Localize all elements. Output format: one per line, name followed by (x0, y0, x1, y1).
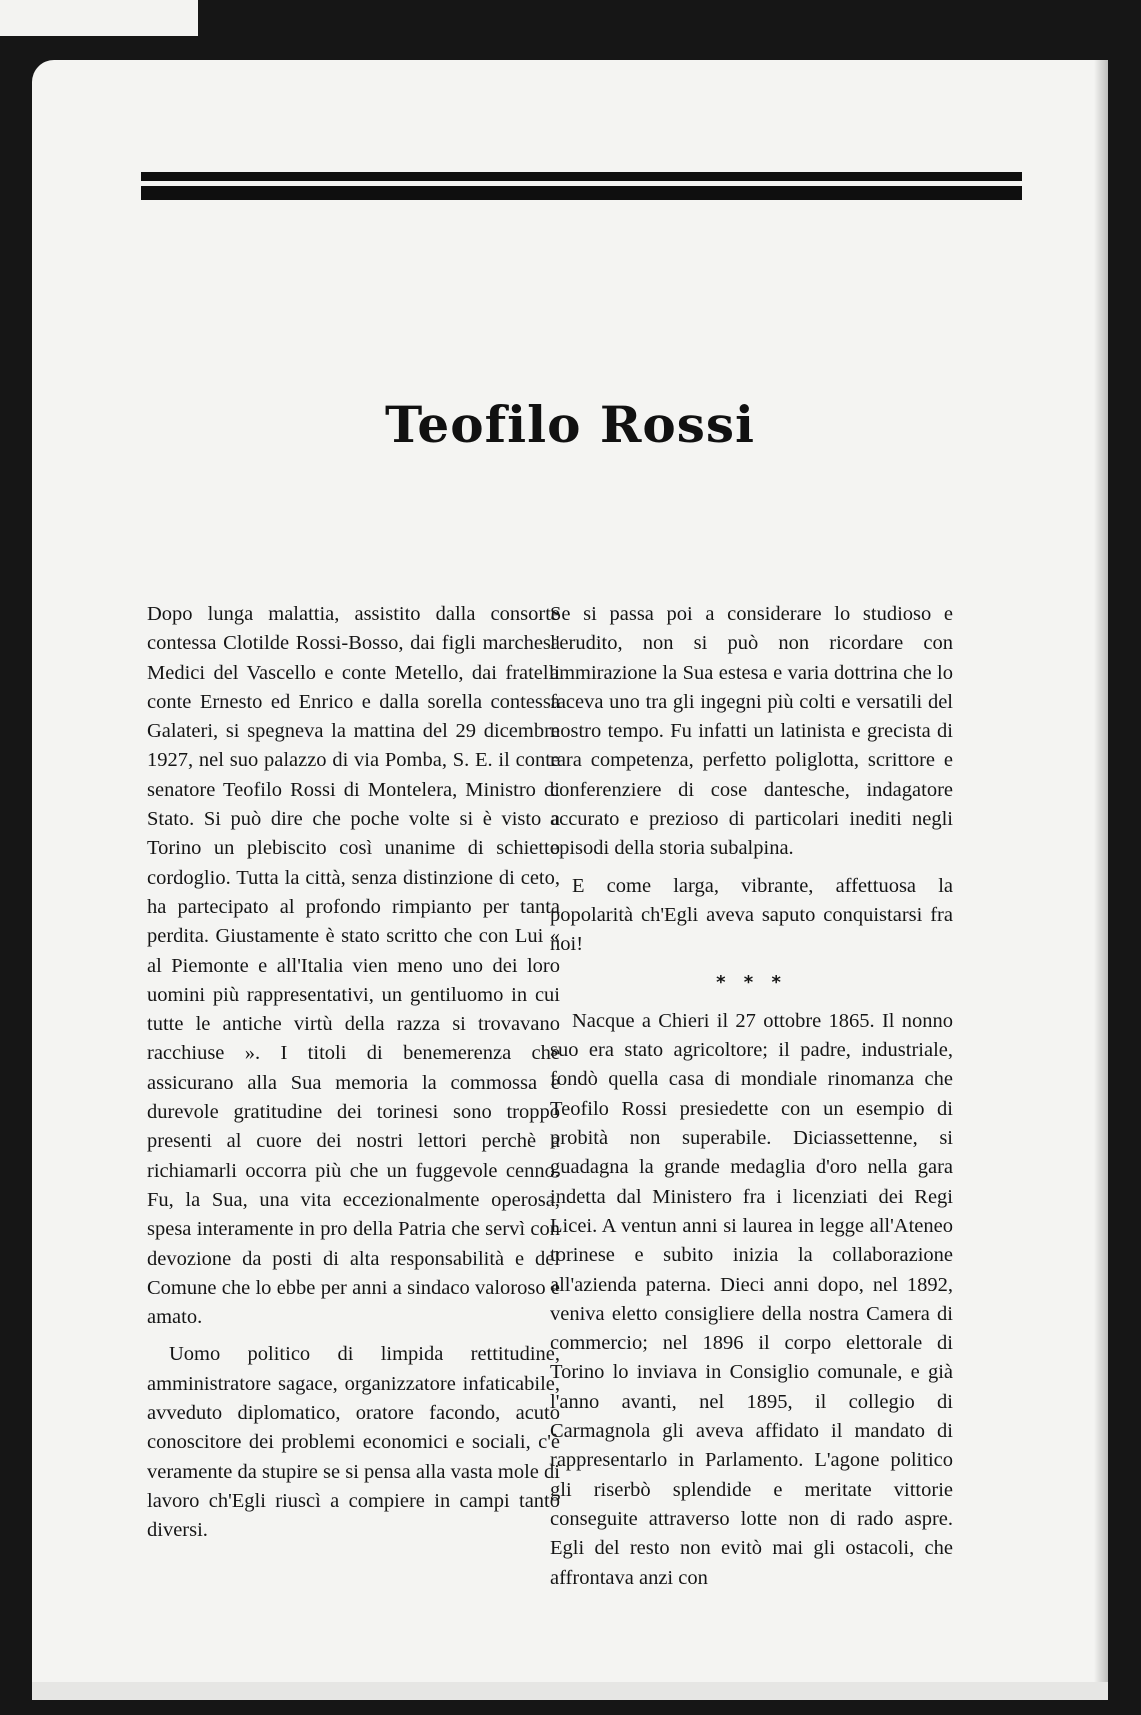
paragraph: Se si passa poi a considerare lo studioso e l'erudito, non si può non ricordare con ammirazione la Sua estesa e varia dottrina che lo faceva uno tra gli ingegni più colti e versatili del nostro tempo. Fu infatti un latinista e grecista di rara competenza, perfetto poliglotta, scrittore e conferenziere di cose dantesche, indagatore accurato e prezioso di particolari inediti negli episodi della storia subalpina. (550, 603, 953, 860)
header-rule-bottom (141, 186, 1022, 200)
header-rule-top (141, 172, 1022, 181)
page-bottom-edge (32, 1682, 1108, 1700)
left-column (147, 600, 560, 1554)
paragraph: Nacque a Chieri il 27 ottobre 1865. Il nonno suo era stato agricoltore; il padre, industriale, fondò quella casa di mondiale rinomanza che Teofilo Rossi presiedette con un esempio di probità non superabile. Diciassettenne, si guadagna la grande medaglia d'oro nella gara indetta dal Ministero fra i licenziati dei Regi Licei. A ventun anni si laurea in legge all'Ateneo torinese e subito inizia la collaborazione all'azienda paterna. Dieci anni dopo, nel 1892, veniva eletto consigliere della nostra Camera di commercio; nel 1896 il corpo elettorale di Torino lo inviava in Consiglio comunale, e già l'anno avanti, nel 1895, il collegio di Carmagnola gli aveva affidato il mandato di rappresentarlo in Parlamento. L'agone politico gli riserbò splendide e meritate vittorie conseguite attraverso lotte non di rado aspre. Egli del resto non evitò mai gli ostacoli, che affrontava anzi con (550, 1009, 953, 1589)
paragraph: E come larga, vibrante, affettuosa la popolarità ch'Egli aveva saputo conquistarsi fra noi! (550, 874, 953, 956)
page-edge-shadow (1094, 60, 1108, 1700)
page-corner (0, 0, 198, 36)
right-column (550, 600, 953, 1601)
section-separator: * * * (716, 971, 787, 993)
paragraph: Uomo politico di limpida rettitudine, amministratore sagace, organizzatore infaticabile, avveduto diplomatico, oratore facondo, acuto conoscitore dei problemi economici e sociali, c'è veramente da stupire se si pensa alla vasta mole di lavoro ch'Egli riuscì a compiere in campi tanto diversi. (147, 1343, 560, 1542)
paragraph: Dopo lunga malattia, assistito dalla consorte contessa Clotilde Rossi-Bosso, dai figli marchesa Medici del Vascello e conte Metello, dai fratelli conte Ernesto ed Enrico e dalla sorella contessa Galateri, si spegneva la mattina del 29 dicembre 1927, nel suo palazzo di via Pomba, S. E. il conte senatore Teofilo Rossi di Montelera, Ministro di Stato. Si può dire che poche volte si è visto a Torino un plebiscito così unanime di schietto cordoglio. Tutta la città, senza distinzione di ceto, ha partecipato al profondo rimpianto per tanta perdita. Giustamente è stato scritto che con Lui « al Piemonte e all'Italia vien meno uno dei loro uomini più rappresentativi, un gentiluomo in cui tutte le antiche virtù della razza si trovavano racchiuse ». I titoli di benemerenza che assicurano alla Sua memoria la commossa e durevole gratitudine dei torinesi sono troppo presenti al cuore dei nostri lettori perchè a richiamarli occorra più che un fuggevole cenno. Fu, la Sua, una vita eccezionalmente operosa, spesa interamente in pro della Patria che servì con devozione da posti di alta responsabilità e del Comune che lo ebbe per anni a sindaco valoroso e amato. (147, 603, 560, 1329)
document-page (32, 60, 1108, 1700)
page-title: Teofilo Rossi (384, 395, 756, 454)
